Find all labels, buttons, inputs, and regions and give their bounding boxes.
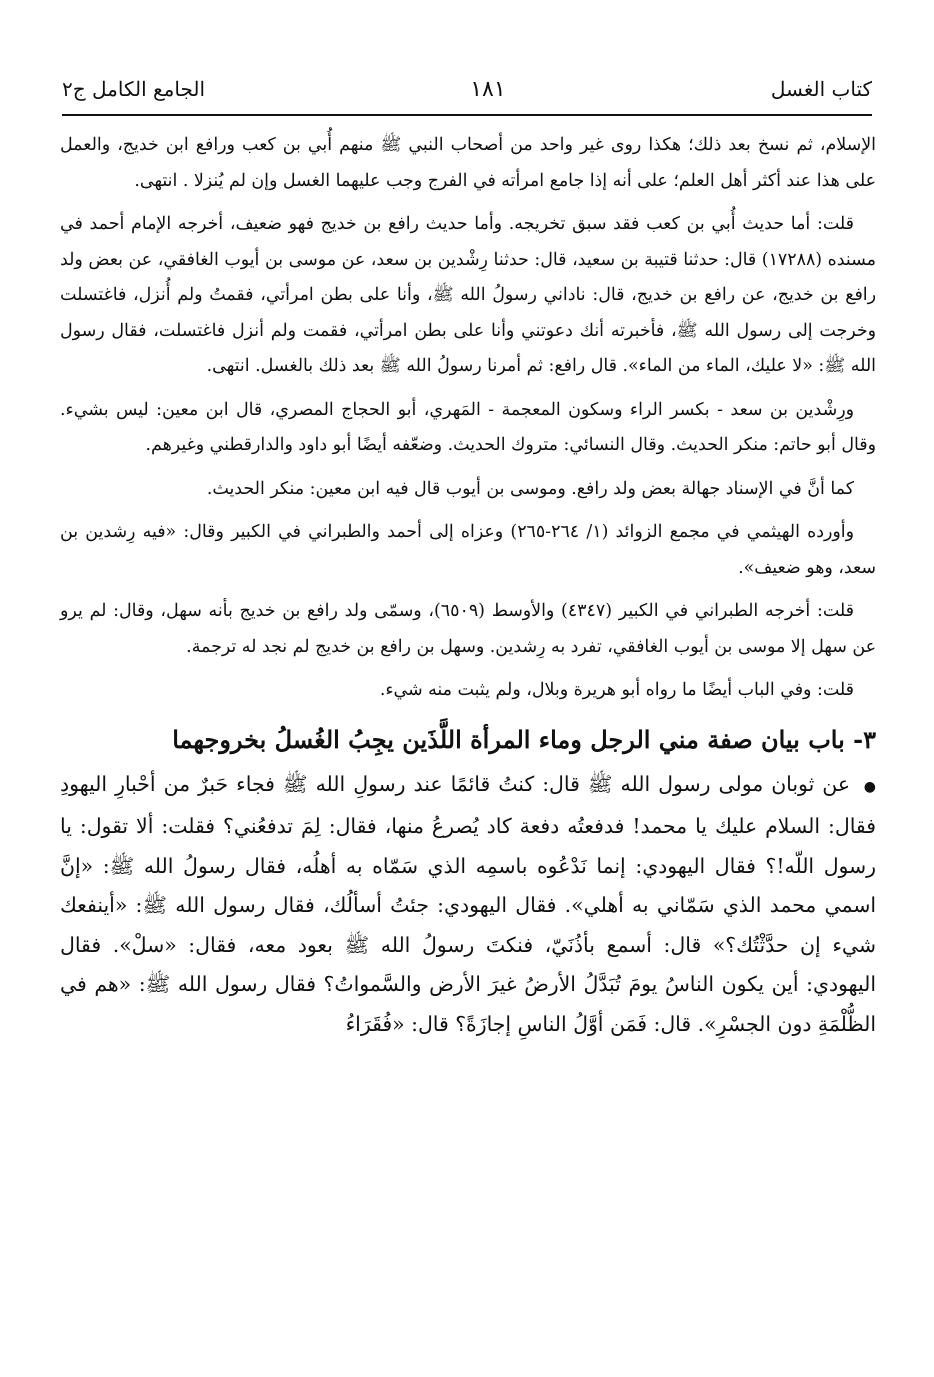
footnote-paragraph — [60, 207, 876, 385]
footnote-paragraph — [60, 472, 876, 508]
running-header — [62, 72, 872, 106]
hadith-text: عن ثوبان مولى رسول الله ﷺ قال: كنتُ قائمًا عند رسولِ الله ﷺ فجاء حَبرٌ من أحْبارِ اليهودِ فقال: السلام عليك يا محمد! فدفعتُه دفعة كاد يُصرعُ منها، فقال: لِمَ تدفعُني؟ فقلت: ألا تقول: يا رسول اللّه!؟ فقال اليهودي: إنما نَدْعُوه باسمِه الذي سَمّاه به أهلُه، فقال رسولُ الله ﷺ: «إنَّ اسمي محمد الذي سَمّاني به أهلي». فقال اليهودي: جئتُ أسألُك، فقال رسول الله ﷺ: «أينفعك شيء إن حدَّثْتُك؟» قال: أسمع بأذُنَيّ، فنكتَ رسولُ الله ﷺ بعود معه، فقال: «سلْ». فقال اليهودي: أين يكون الناسُ يومَ تُبَدَّلُ الأرضُ غيرَ الأرض والسَّمواتُ؟ فقال رسول الله ﷺ: «هم في الظُّلْمَةِ دون الجسْرِ». قال: فَمَن أوَّلُ الناسِ إجازَةً؟ قال: «فُقَرَاءُ — [60, 771, 876, 1037]
footnote-paragraph — [60, 594, 876, 665]
footnote-paragraph — [60, 673, 876, 709]
footnote-paragraph — [60, 128, 876, 199]
header-chapter-title: كتاب الغسل — [770, 77, 872, 101]
paragraph-text: قلت: أما حديث أُبي بن كعب فقد سبق تخريجه. وأما حديث رافع بن خديج فهو ضعيف، أخرجه الإمام أحمد في مسنده (١٧٢٨٨) قال: حدثنا قتيبة بن سعيد، قال: حدثنا رِشْدين بن سعد، عن موسى بن أيوب الغافقي، عن بعض ولد رافع بن خديج، عن رافع بن خديج، قال: ناداني رسولُ الله ﷺ، وأنا على بطن امرأتي، فقمتُ ولم أُنزل، فاغتسلت وخرجت إلى رسول الله ﷺ، فأخبرته أنك دعوتني وأنا على بطن امرأتي، فقمت ولم أنزل فاغتسلت، فقال رسول الله ﷺ: «لا عليك، الماء من الماء». قال رافع: ثم أمرنا رسولُ الله ﷺ بعد ذلك بالغسل. انتهى. — [60, 214, 876, 376]
section-heading: ٣- باب بيان صفة مني الرجل وماء المرأة اللَّذَين يجِبُ الغُسلُ بخروجهما — [172, 724, 876, 754]
hadith-paragraph — [60, 765, 876, 1045]
footnote-paragraph — [60, 393, 876, 464]
bullet-icon: ● — [863, 778, 876, 795]
page-body — [60, 128, 876, 1045]
paragraph-text: قلت: أخرجه الطبراني في الكبير (٤٣٤٧) والأوسط (٦٥٠٩)، وسمّى ولد رافع بن خديج بأنه سهل، وقال: لم يرو عن سهل إلا موسى بن أيوب الغافقي، تفرد به رِشدين. وسهل بن رافع بن خديج لم نجد له ترجمة. — [60, 601, 876, 657]
header-book-title: الجامع الكامل ج٢ — [62, 77, 206, 101]
header-divider — [62, 114, 872, 116]
paragraph-text: ورِشْدين بن سعد - بكسر الراء وسكون المعجمة - المَهري، أبو الحجاج المصري، قال ابن معين: ليس بشيء. وقال أبو حاتم: منكر الحديث. وقال النسائي: متروك الحديث. وضعّفه أيضًا أبو داود والدارقطني وغيرهم. — [60, 399, 876, 455]
page-number: ١٨١ — [470, 76, 506, 102]
paragraph-text: الإسلام، ثم نسخ بعد ذلك؛ هكذا روى غير واحد من أصحاب النبي ﷺ منهم أُبي بن كعب ورافع ابن خديج، والعمل على هذا عند أكثر أهل العلم؛ على أنه إذا جامع امرأته في الفرج وجب عليهما الغسل وإن لم يُنزلا . انتهى. — [60, 135, 876, 191]
paragraph-text: وأورده الهيثمي في مجمع الزوائد (١/ ٢٦٤-٢٦٥) وعزاه إلى أحمد والطبراني في الكبير وقال: «فيه رِشدين بن سعد، وهو ضعيف». — [60, 522, 876, 578]
footnote-paragraph — [60, 515, 876, 586]
paragraph-text: قلت: وفي الباب أيضًا ما رواه أبو هريرة وبلال، ولم يثبت منه شيء. — [379, 680, 854, 700]
paragraph-text: كما أنَّ في الإسناد جهالة بعض ولد رافع. وموسى بن أيوب قال فيه ابن معين: منكر الحديث. — [206, 478, 854, 499]
